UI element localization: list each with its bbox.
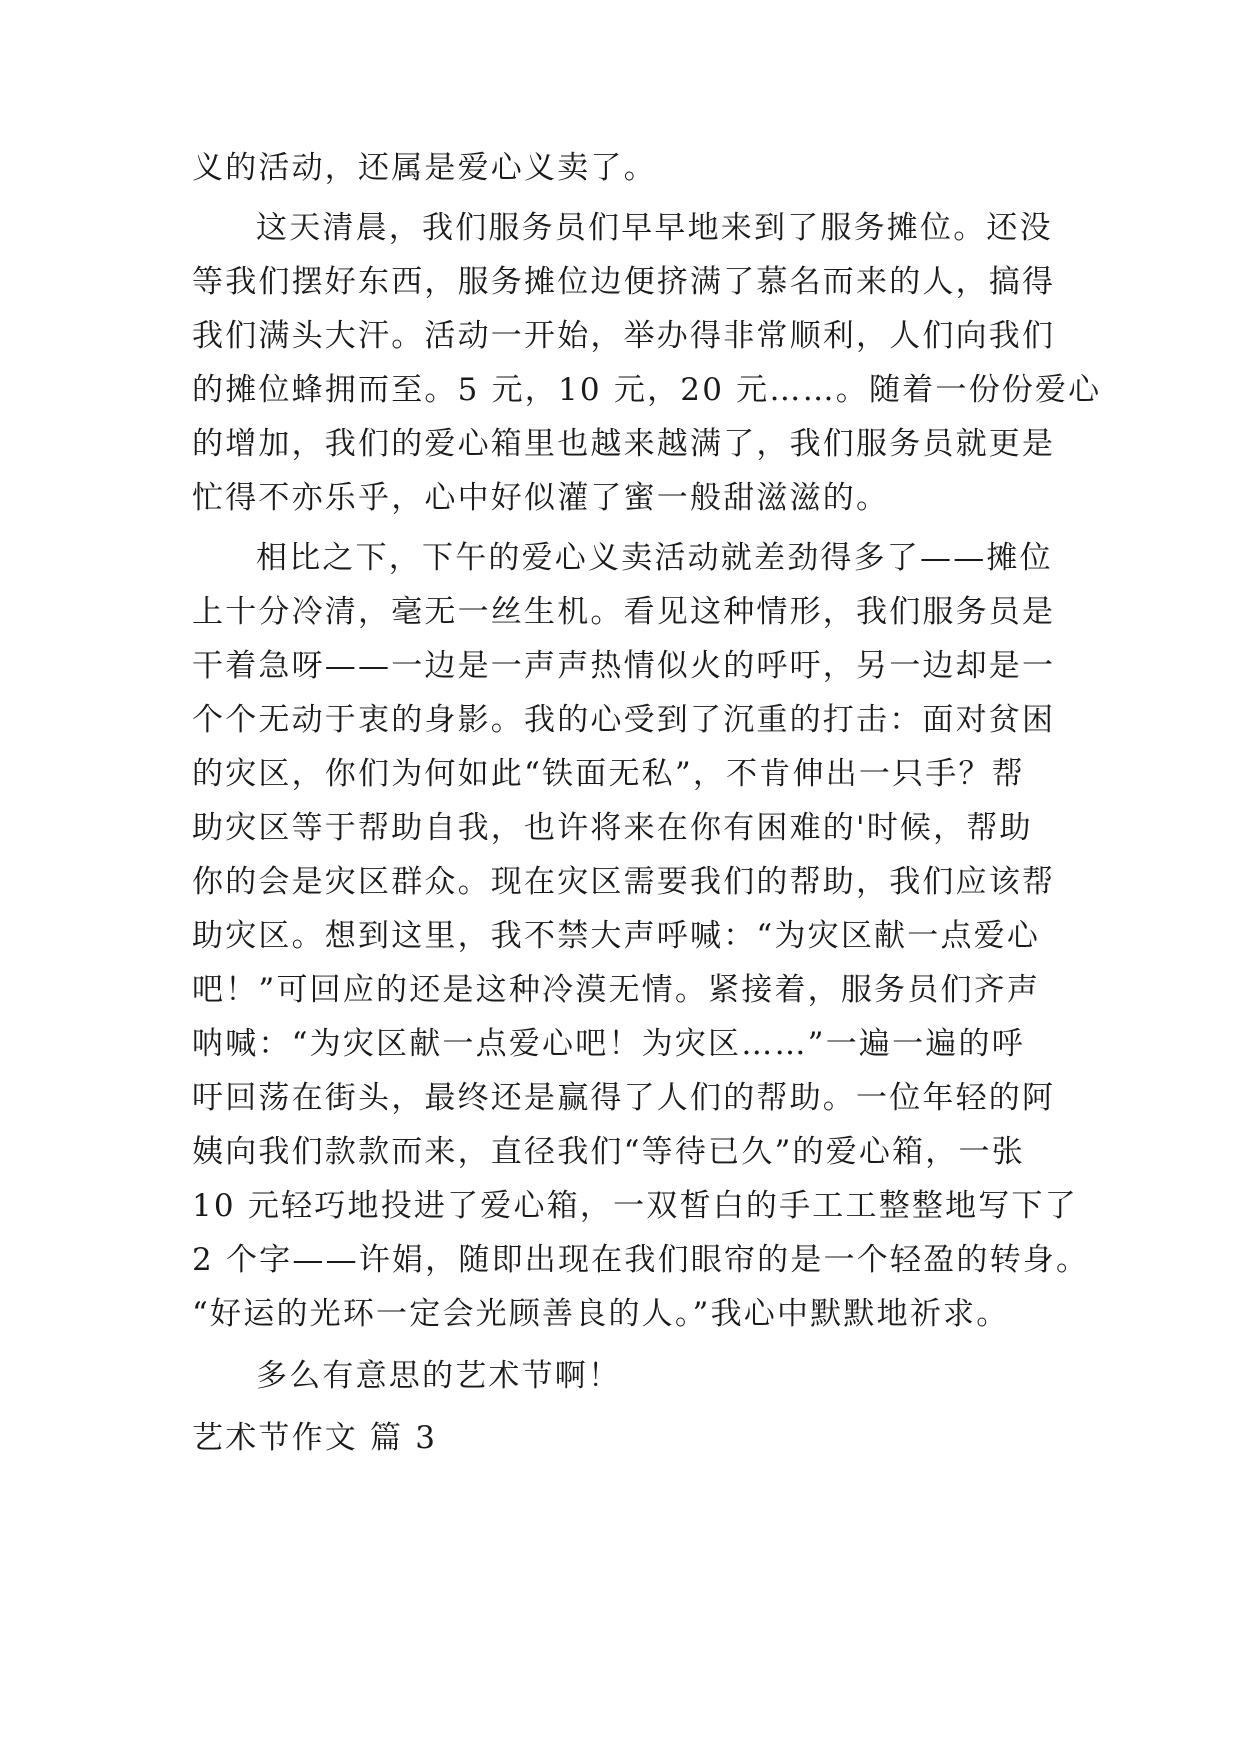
text-line: 吧！”可回应的还是这种冷漠无情。紧接着，服务员们齐声: [192, 972, 1041, 1008]
text-line: 呐喊：“为灾区献一点爱心吧！为灾区……”一遍一遍的呼: [192, 1026, 1025, 1062]
text-line: 义的活动，还属是爱心义卖了。: [192, 150, 657, 186]
text-line: 个个无动于衷的身影。我的心受到了沉重的打击：面对贫困: [192, 702, 1056, 738]
text-line: 上十分冷清，毫无一丝生机。看见这种情形，我们服务员是: [192, 594, 1056, 630]
paragraph-start-line: 这天清晨，我们服务员们早早地来到了服务摊位。还没: [256, 210, 1053, 246]
text-line: 2 个字——许娟，随即出现在我们眼帘的是一个轻盈的转身。: [192, 1242, 1090, 1278]
text-line: 等我们摆好东西，服务摊位边便挤满了慕名而来的人，搞得: [192, 264, 1056, 300]
text-line: 姨向我们款款而来，直径我们“等待已久”的爱心箱，一张: [192, 1134, 1025, 1170]
text-line: 干着急呀——一边是一声声热情似火的呼吁，另一边却是一: [192, 648, 1056, 684]
text-line: 10 元轻巧地投进了爱心箱，一双皙白的手工工整整地写下了: [192, 1188, 1078, 1224]
text-line: 助灾区等于帮助自我，也许将来在你有困难的'时候，帮助: [192, 810, 1033, 846]
text-line: 我们满头大汗。活动一开始，举办得非常顺利，人们向我们: [192, 318, 1056, 354]
text-line: 助灾区。想到这里，我不禁大声呼喊：“为灾区献一点爱心: [192, 918, 1041, 954]
text-line: 吁回荡在街头，最终还是赢得了人们的帮助。一位年轻的阿: [192, 1080, 1056, 1116]
paragraph-start-line: 多么有意思的艺术节啊！: [256, 1358, 622, 1394]
text-line: 的摊位蜂拥而至。5 元，10 元，20 元……。随着一份份爱心: [192, 372, 1102, 408]
text-line: “好运的光环一定会光顾善良的人。”我心中默默地祈求。: [192, 1296, 1010, 1332]
text-line: 你的会是灾区群众。现在灾区需要我们的帮助，我们应该帮: [192, 864, 1056, 900]
paragraph-start-line: 相比之下，下午的爱心义卖活动就差劲得多了——摊位: [256, 540, 1053, 576]
text-line: 的灾区，你们为何如此“铁面无私”，不肯伸出一只手？帮: [192, 756, 1025, 792]
text-line: 忙得不亦乐乎，心中好似灌了蜜一般甜滋滋的。: [192, 480, 890, 516]
section-heading: 艺术节作文 篇 3: [192, 1420, 438, 1456]
text-line: 的增加，我们的爱心箱里也越来越满了，我们服务员就更是: [192, 426, 1056, 462]
